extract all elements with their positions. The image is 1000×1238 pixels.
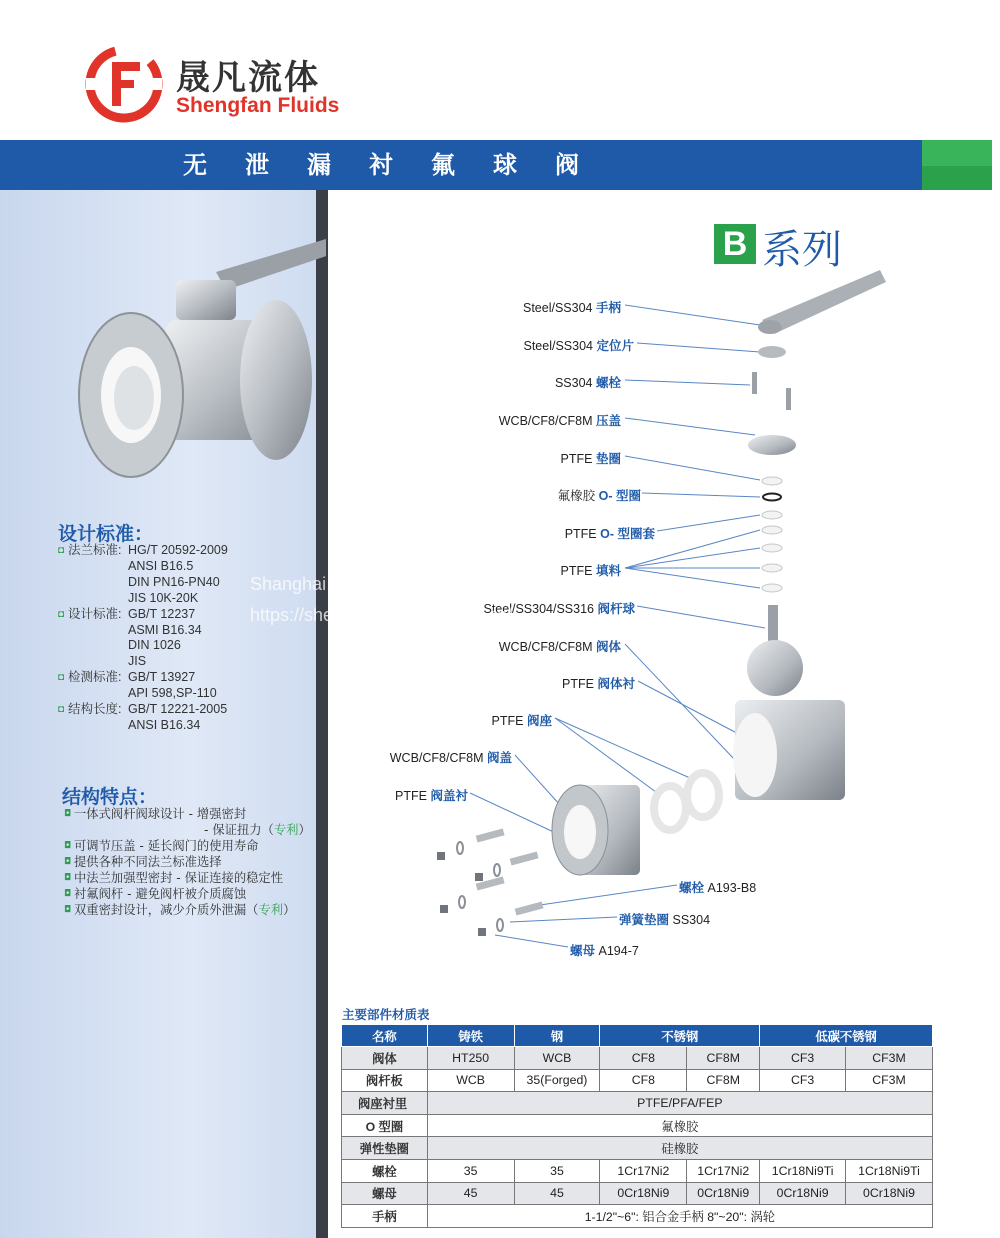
part-label: 氟橡胶 O- 型圈: [557, 489, 641, 503]
design-standards-heading: 设计标准：: [58, 523, 154, 545]
table-header: 不锈钢: [600, 1025, 760, 1047]
part-label: PTFE 垫圈: [560, 452, 621, 466]
table-header: 钢: [514, 1025, 600, 1047]
table-header-row: [342, 1025, 933, 1047]
table-row: 阀座衬里 PTFE/PFA/FEP: [342, 1092, 933, 1115]
standard-item: ◘ 检测标准: GB/T 13927 API 598,SP-110: [58, 670, 217, 701]
part-label: PTFE 阀盖衬: [395, 789, 468, 803]
bullet-icon: ◘: [58, 545, 65, 556]
bullet-icon: ◘: [58, 672, 65, 684]
table-row: 螺母 45 45 0Cr18Ni9 0Cr18Ni9 0Cr18Ni9 0Cr18Ni9: [342, 1182, 933, 1205]
bullet-icon: ◘: [58, 608, 65, 620]
bullet-icon: ◘: [64, 841, 72, 851]
table-row: O 型圈 氟橡胶: [342, 1114, 933, 1137]
watermark-text: Shanghai Shengfan fluid control Co., Ltd: [250, 574, 574, 594]
part-label: PTFE 阀体衬: [562, 677, 635, 691]
feature-item: ◘ 双重密封设计，减少介质外泄漏（专利）: [64, 903, 296, 917]
series-text: 系列: [762, 227, 842, 273]
brand-name-en: Shengfan Fluids: [176, 94, 340, 117]
part-label: Steel/SS304 手柄: [523, 301, 621, 315]
feature-item: ◘ 一体式阀杆阀球设计 - 增强密封: [64, 807, 247, 821]
part-label: PTFE O- 型圈套: [564, 527, 655, 541]
brand-name-cn: 晟凡流体: [176, 58, 320, 98]
part-label: Steel/SS304/SS316 阀杆球: [483, 602, 635, 616]
table-row: 螺栓 35 35 1Cr17Ni2 1Cr17Ni2 1Cr18Ni9Ti 1Cr18Ni9Ti: [342, 1159, 933, 1182]
title-bar: [0, 140, 922, 190]
part-label: WCB/CF8/CF8M 阀盖: [389, 751, 512, 765]
part-label: SS304 螺栓: [554, 376, 621, 390]
fastener-label: 螺栓 A193-B8: [679, 881, 757, 895]
bullet-icon: ◘: [64, 905, 72, 915]
part-label: PTFE 阀座: [491, 714, 552, 728]
title-accent: [922, 140, 992, 190]
standard-item: ◘ 结构长度: GB/T 12221-2005 ANSI B16.34: [58, 702, 228, 732]
design-standards-list: [58, 543, 318, 734]
valve-photo: [76, 210, 326, 500]
standard-item: ◘ 设计标准: GB/T 12237 ASMI B16.34 DIN 1026 JIS: [58, 606, 202, 669]
feature-item: ◘ 可调节压盖 - 延长阀门的使用寿命: [64, 839, 259, 853]
bullet-icon: ◘: [64, 809, 72, 819]
bullet-icon: ◘: [64, 857, 72, 867]
feature-item: - 保证扭力（专利）: [204, 823, 311, 837]
table-title: 主要部件材质表: [342, 1007, 430, 1022]
feature-item: ◘ 中法兰加强型密封 - 保证连接的稳定性: [64, 871, 284, 885]
part-label: Steel/SS304 定位片: [523, 339, 634, 353]
page-title: 无泄漏衬氟球阀: [183, 151, 617, 179]
part-label: PTFE 填料: [560, 564, 621, 578]
table-header: 铸铁: [427, 1025, 514, 1047]
fastener-label: 弹簧垫圈 SS304: [619, 913, 711, 927]
bullet-icon: ◘: [64, 873, 72, 883]
table-header: 低碳不锈钢: [760, 1025, 933, 1047]
features-heading: 结构特点：: [62, 786, 158, 808]
table-row: 阀杆板 WCB 35(Forged) CF8 CF8M CF3 CF3M: [342, 1069, 933, 1092]
watermark-url: https://shenfanvalve.en.china.cn/: [250, 605, 513, 625]
table-row: 弹性垫圈 硅橡胶: [342, 1137, 933, 1160]
feature-item: ◘ 衬氟阀杆 - 避免阀杆被介质腐蚀: [64, 887, 247, 901]
features-list: [64, 806, 324, 918]
part-label: WCB/CF8/CF8M 压盖: [498, 414, 621, 428]
table-header: 名称: [342, 1025, 428, 1047]
bullet-icon: ◘: [64, 889, 72, 899]
material-table: [341, 1024, 933, 1228]
feature-item: ◘ 提供各种不同法兰标准选择: [64, 855, 222, 869]
fastener-label: 螺母 A194-7: [570, 944, 639, 958]
part-label: WCB/CF8/CF8M 阀体: [498, 640, 621, 654]
table-row: 阀体 HT250 WCB CF8 CF8M CF3 CF3M: [342, 1047, 933, 1070]
series-letter: B: [714, 224, 756, 264]
bullet-icon: ◘: [58, 704, 65, 716]
brand-logo: [84, 44, 384, 124]
table-row: 手柄 1-1/2"~6": 铝合金手柄 8"~20": 涡轮: [342, 1205, 933, 1228]
standard-item: ◘ 法兰标准: HG/T 20592-2009 ANSI B16.5 DIN PN16-PN40 JIS 10K-20K: [58, 543, 228, 605]
brand-logo-mark: [84, 44, 164, 124]
